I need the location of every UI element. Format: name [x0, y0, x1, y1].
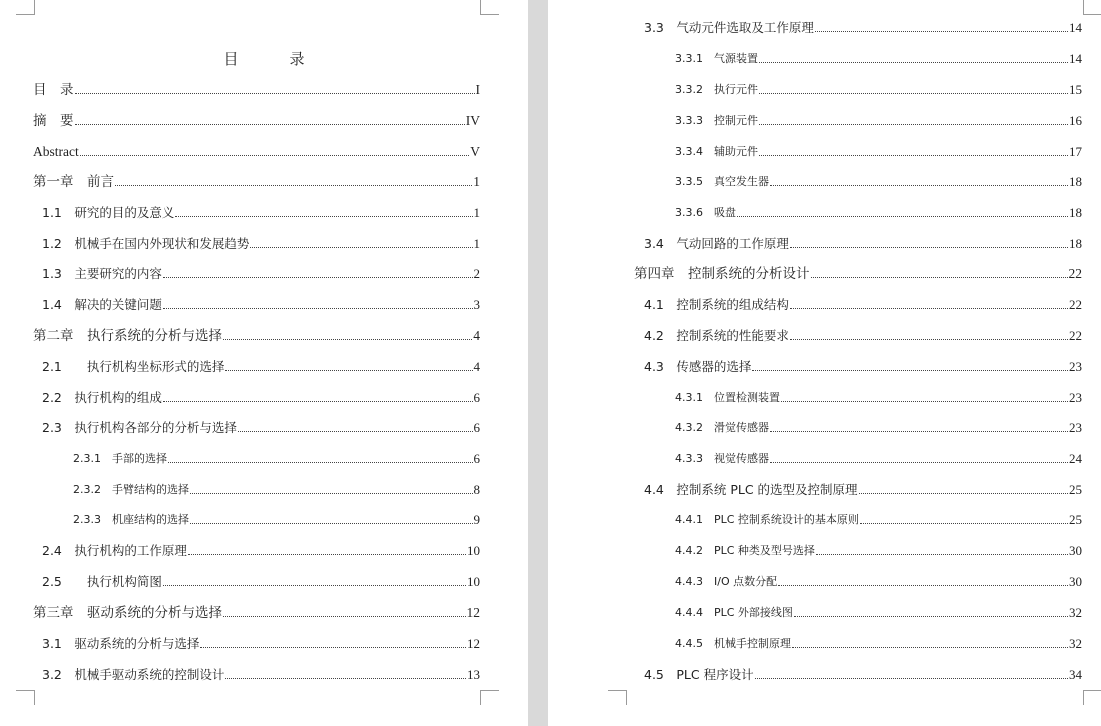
toc-entry-page: 34: [1069, 667, 1082, 682]
toc-leader-dots: [225, 370, 472, 371]
toc-entry[interactable]: [42, 264, 480, 284]
toc-entry-page: 30: [1069, 543, 1082, 558]
toc-entry-label: 2.3.3 机座结构的选择: [73, 513, 189, 526]
toc-entry-label: 1.4 解决的关键问题: [42, 297, 162, 312]
toc-entry[interactable]: [675, 449, 1082, 469]
toc-entry[interactable]: [675, 572, 1082, 592]
toc-entry[interactable]: [644, 326, 1082, 346]
toc-entry[interactable]: [42, 203, 480, 223]
toc-entry-label: 3.3.3 控制元件: [675, 114, 758, 127]
toc-entry-page: 32: [1069, 636, 1082, 651]
toc-leader-dots: [200, 647, 466, 648]
toc-entry[interactable]: [33, 172, 480, 192]
toc-entry[interactable]: [42, 634, 480, 654]
toc-entry[interactable]: [675, 634, 1082, 654]
toc-leader-dots: [815, 31, 1068, 32]
toc-entry-page: 24: [1069, 451, 1082, 466]
toc-entry-label: 4.5 PLC 程序设计: [644, 667, 754, 682]
toc-entry-label: 目 录: [33, 82, 74, 98]
toc-entry-page: 22: [1069, 328, 1082, 343]
toc-entry-label: 3.3.6 吸盘: [675, 206, 736, 219]
toc-leader-dots: [794, 616, 1068, 617]
toc-entry-label: 4.1 控制系统的组成结构: [644, 297, 789, 312]
toc-entry-label: 3.3.5 真空发生器: [675, 175, 769, 188]
toc-leader-dots: [752, 370, 1068, 371]
toc-entry-page: 22: [1068, 266, 1082, 281]
toc-leader-dots: [163, 401, 473, 402]
toc-entry-page: 10: [467, 543, 480, 558]
toc-entry[interactable]: [73, 449, 480, 469]
toc-entry-page: 6: [473, 390, 480, 405]
toc-entry[interactable]: [644, 665, 1082, 685]
toc-entry-page: 18: [1069, 205, 1082, 220]
toc-leader-dots: [759, 93, 1068, 94]
toc-entry[interactable]: [644, 295, 1082, 315]
toc-entry-page: 16: [1069, 113, 1082, 128]
toc-entry-page: 4: [473, 328, 480, 343]
toc-entry-label: 3.3.2 执行元件: [675, 83, 758, 96]
toc-entry[interactable]: [644, 480, 1082, 500]
toc-entry[interactable]: [33, 142, 480, 162]
toc-entry-label: 4.4.5 机械手控制原理: [675, 637, 791, 650]
toc-leader-dots: [759, 124, 1068, 125]
toc-leader-dots: [778, 585, 1068, 586]
toc-entry[interactable]: [644, 357, 1082, 377]
toc-entry[interactable]: [675, 49, 1082, 69]
toc-leader-dots: [790, 308, 1068, 309]
toc-entry[interactable]: [73, 480, 480, 500]
toc-entry-label: 第二章 执行系统的分析与选择: [33, 328, 222, 344]
toc-leader-dots: [816, 554, 1068, 555]
toc-entry-label: 2.4 执行机构的工作原理: [42, 543, 187, 558]
toc-entry[interactable]: [42, 357, 480, 377]
document-page-left: [0, 0, 528, 726]
toc-entry[interactable]: [73, 510, 480, 530]
toc-entry-page: 18: [1069, 236, 1082, 251]
toc-entry[interactable]: [675, 203, 1082, 223]
toc-entry-label: 3.3.1 气源装置: [675, 52, 758, 65]
toc-entry-label: 2.2 执行机构的组成: [42, 390, 162, 405]
toc-leader-dots: [792, 647, 1068, 648]
toc-leader-dots: [168, 462, 473, 463]
toc-entry-label: 第一章 前言: [33, 174, 114, 190]
toc-entry-label: 4.2 控制系统的性能要求: [644, 328, 789, 343]
toc-leader-dots: [811, 277, 1068, 278]
toc-entry[interactable]: [42, 234, 480, 254]
toc-entry[interactable]: [42, 541, 480, 561]
toc-leader-dots: [860, 523, 1068, 524]
toc-entry-page: 1: [473, 236, 480, 251]
toc-entry-label: 2.1 执行机构坐标形式的选择: [42, 359, 225, 374]
toc-entry-page: 15: [1069, 82, 1082, 97]
toc-entry-label: 3.4 气动回路的工作原理: [644, 236, 789, 251]
toc-title: 目 录: [223, 50, 323, 68]
toc-leader-dots: [75, 93, 475, 94]
toc-entry[interactable]: [675, 418, 1082, 438]
page-corner-mark: [480, 0, 499, 15]
toc-entry[interactable]: [675, 142, 1082, 162]
page-corner-mark: [16, 0, 35, 15]
toc-entry[interactable]: [42, 295, 480, 315]
toc-leader-dots: [163, 308, 473, 309]
toc-entry-label: 4.4 控制系统 PLC 的选型及控制原理: [644, 482, 858, 497]
toc-entry-page: 13: [467, 667, 480, 682]
toc-entry-page: 12: [467, 636, 480, 651]
toc-leader-dots: [770, 185, 1068, 186]
toc-entry-page: 8: [473, 482, 480, 497]
toc-entry-label: 3.3 气动元件选取及工作原理: [644, 20, 814, 35]
toc-entry[interactable]: [42, 388, 480, 408]
toc-entry-label: 第三章 驱动系统的分析与选择: [33, 605, 222, 621]
toc-leader-dots: [190, 493, 473, 494]
toc-entry-label: 2.3.1 手部的选择: [73, 452, 167, 465]
toc-entry-page: 30: [1069, 574, 1082, 589]
page-corner-mark: [1083, 0, 1101, 15]
toc-leader-dots: [115, 185, 472, 186]
toc-entry[interactable]: [675, 541, 1082, 561]
toc-entry-label: Abstract: [33, 144, 79, 159]
toc-leader-dots: [737, 216, 1068, 217]
toc-leader-dots: [770, 462, 1068, 463]
toc-entry-page: 3: [473, 297, 480, 312]
toc-entry-label: 2.3.2 手臂结构的选择: [73, 483, 189, 496]
toc-entry-page: 23: [1069, 390, 1082, 405]
toc-entry[interactable]: [644, 18, 1082, 38]
toc-entry-page: 32: [1069, 605, 1082, 620]
toc-entry[interactable]: [675, 510, 1082, 530]
toc-entry-label: 1.3 主要研究的内容: [42, 266, 162, 281]
toc-entry-label: 4.4.1 PLC 控制系统设计的基本原则: [675, 513, 859, 526]
toc-leader-dots: [859, 493, 1068, 494]
toc-entry-page: 6: [473, 420, 480, 435]
toc-entry[interactable]: [33, 80, 480, 100]
toc-entry-page: 23: [1069, 420, 1082, 435]
toc-entry-label: 2.5 执行机构简图: [42, 574, 162, 589]
toc-entry-page: 9: [473, 512, 480, 527]
toc-entry-page: 17: [1069, 144, 1082, 159]
toc-entry-label: 4.4.4 PLC 外部接线图: [675, 606, 793, 619]
toc-entry-label: 4.4.2 PLC 种类及型号选择: [675, 544, 815, 557]
toc-entry-page: 23: [1069, 359, 1082, 374]
toc-entry[interactable]: [675, 603, 1082, 623]
toc-entry[interactable]: [42, 572, 480, 592]
toc-leader-dots: [238, 431, 473, 432]
toc-entry-label: 4.3.2 滑觉传感器: [675, 421, 769, 434]
toc-leader-dots: [781, 401, 1068, 402]
toc-entry-page: 18: [1069, 174, 1082, 189]
toc-entry-label: 4.3 传感器的选择: [644, 359, 752, 374]
toc-leader-dots: [223, 339, 472, 340]
toc-entry[interactable]: [42, 665, 480, 685]
toc-entry-page: IV: [465, 113, 480, 128]
toc-entry-label: 2.3 执行机构各部分的分析与选择: [42, 420, 237, 435]
toc-leader-dots: [770, 431, 1068, 432]
toc-entry-label: 第四章 控制系统的分析设计: [634, 266, 810, 282]
toc-leader-dots: [223, 616, 466, 617]
toc-entry-page: 4: [473, 359, 480, 374]
toc-leader-dots: [75, 124, 465, 125]
toc-entry[interactable]: [675, 388, 1082, 408]
toc-entry-page: 25: [1069, 512, 1082, 527]
toc-entry[interactable]: [675, 172, 1082, 192]
toc-entry-page: I: [475, 82, 480, 97]
toc-entry-label: 4.3.3 视觉传感器: [675, 452, 769, 465]
document-page-right: [548, 0, 1101, 726]
toc-leader-dots: [163, 277, 473, 278]
toc-leader-dots: [790, 339, 1068, 340]
toc-entry[interactable]: [634, 264, 1082, 284]
toc-entry[interactable]: [42, 418, 480, 438]
page-corner-mark: [16, 690, 35, 705]
toc-entry-label: 1.1 研究的目的及意义: [42, 205, 175, 220]
toc-leader-dots: [759, 62, 1068, 63]
toc-entry[interactable]: [675, 111, 1082, 131]
toc-entry-label: 摘 要: [33, 113, 74, 129]
toc-entry-page: V: [470, 144, 480, 159]
toc-leader-dots: [755, 678, 1068, 679]
page-corner-mark: [480, 690, 499, 705]
toc-entry-page: 14: [1069, 51, 1082, 66]
toc-leader-dots: [175, 216, 472, 217]
toc-leader-dots: [759, 155, 1068, 156]
toc-entry-page: 12: [466, 605, 480, 620]
toc-leader-dots: [225, 678, 466, 679]
toc-entry-label: 4.4.3 I/O 点数分配: [675, 575, 778, 588]
toc-entry-label: 3.3.4 辅助元件: [675, 145, 758, 158]
toc-entry-page: 1: [473, 174, 480, 189]
toc-leader-dots: [190, 523, 473, 524]
toc-entry-page: 14: [1069, 20, 1082, 35]
toc-entry-label: 3.2 机械手驱动系统的控制设计: [42, 667, 225, 682]
toc-entry-page: 10: [467, 574, 480, 589]
toc-leader-dots: [188, 554, 466, 555]
toc-entry-label: 3.1 驱动系统的分析与选择: [42, 636, 200, 651]
toc-entry[interactable]: [33, 603, 480, 623]
toc-entry[interactable]: [33, 111, 480, 131]
toc-entry-label: 1.2 机械手在国内外现状和发展趋势: [42, 236, 250, 251]
toc-entry-label: 4.3.1 位置检测装置: [675, 391, 780, 404]
toc-entry[interactable]: [33, 326, 480, 346]
toc-leader-dots: [790, 247, 1068, 248]
page-corner-mark: [608, 690, 627, 705]
toc-entry-page: 22: [1069, 297, 1082, 312]
toc-entry-page: 25: [1069, 482, 1082, 497]
toc-entry-page: 1: [473, 205, 480, 220]
page-corner-mark: [1083, 690, 1101, 705]
toc-leader-dots: [80, 155, 470, 156]
toc-leader-dots: [250, 247, 472, 248]
toc-entry[interactable]: [675, 80, 1082, 100]
toc-entry-page: 2: [473, 266, 480, 281]
toc-leader-dots: [163, 585, 466, 586]
toc-entry-page: 6: [473, 451, 480, 466]
toc-entry[interactable]: [644, 234, 1082, 254]
